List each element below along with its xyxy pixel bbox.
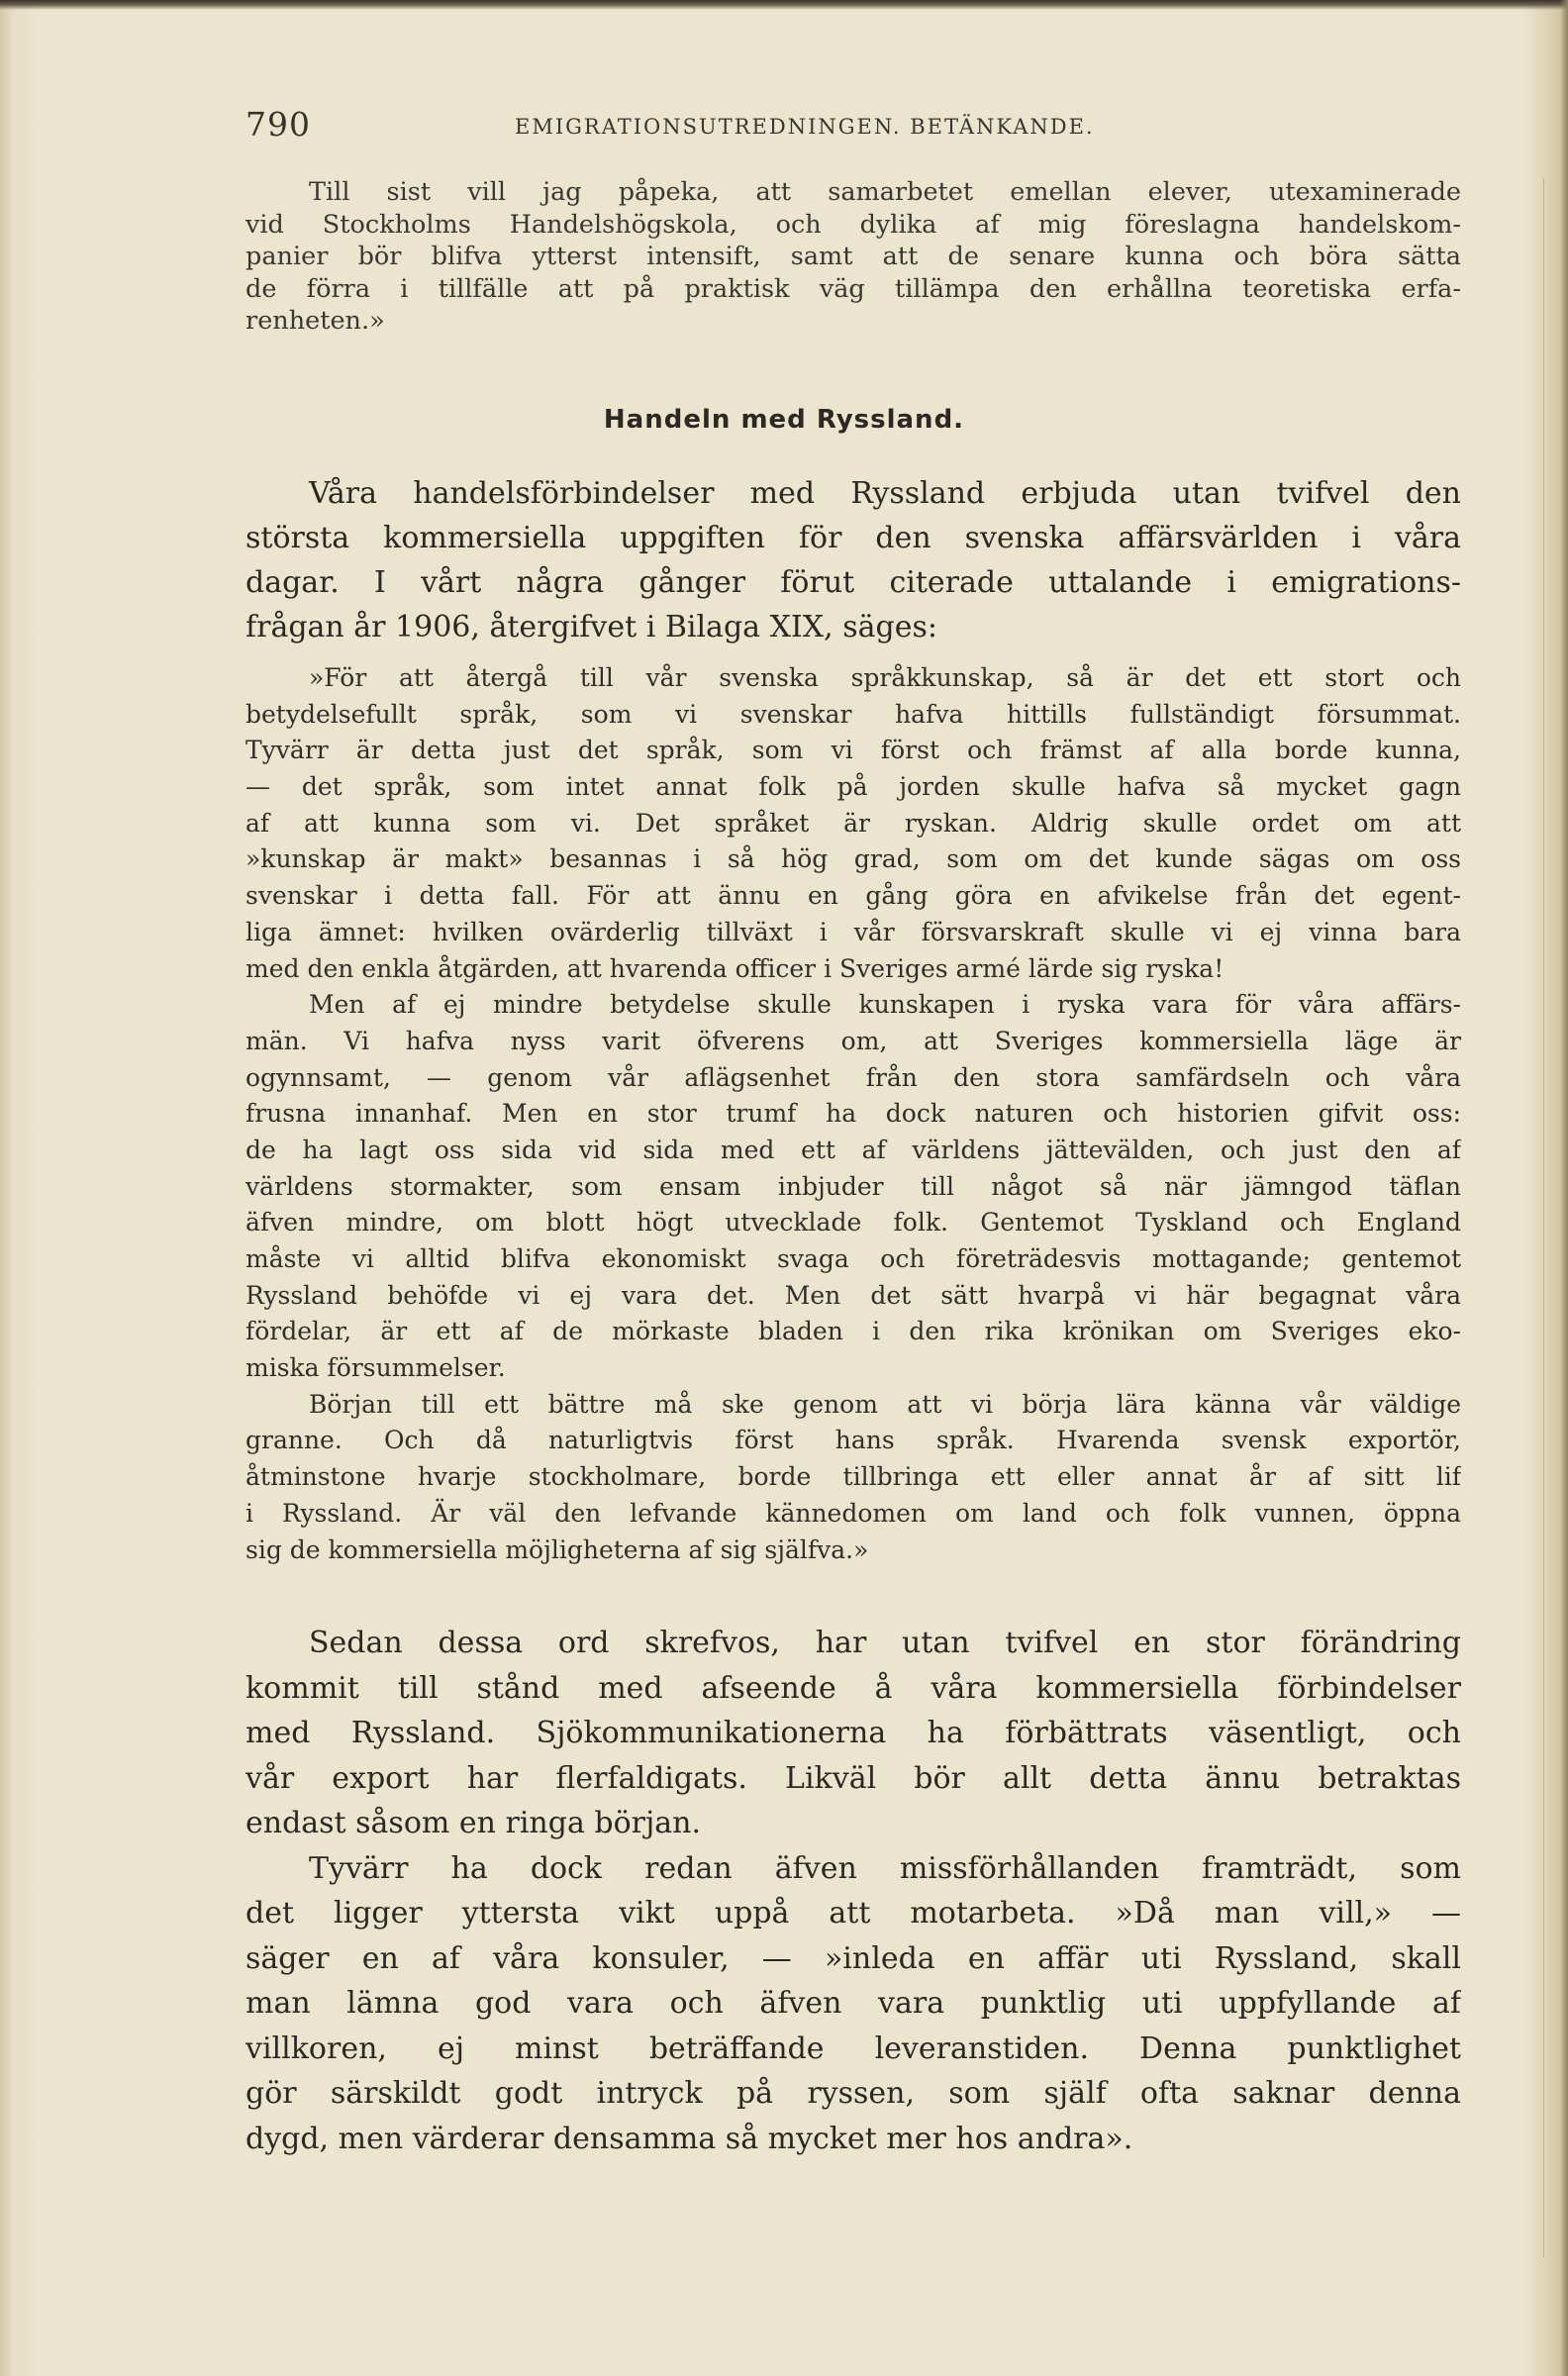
text-line: svenskar i detta fall. För att ännu en gång göra en afvikelse från det egent- — [245, 881, 1461, 911]
text-line: kommit till stånd med afseende å våra kommersiella förbindelser — [245, 1670, 1461, 1706]
text-line: i Ryssland. Är väl den lefvande kännedomen om land och folk vunnen, öppna — [245, 1498, 1461, 1528]
text-line: säger en af våra konsuler, — »inleda en affär uti Ryssland, skall — [245, 1940, 1461, 1976]
text-line: miska försummelser. — [245, 1353, 506, 1383]
text-line: gör särskildt godt intryck på ryssen, som själf ofta saknar denna — [245, 2076, 1461, 2111]
text-line: världens stormakter, som ensam inbjuder till något så när jämngod täflan — [245, 1171, 1461, 1201]
text-line: fördelar, är ett af de mörkaste bladen i den rika krönikan om Sveriges eko- — [245, 1317, 1461, 1346]
text-line: Men af ej mindre betydelse skulle kunskapen i ryska vara för våra affärs- — [309, 990, 1461, 1020]
text-line: »kunskap är makt» besannas i så hög grad, som om det kunde sägas om oss — [245, 844, 1461, 874]
text-line: sig de kommersiella möjligheterna af sig själfva.» — [245, 1534, 869, 1564]
body-closing — [245, 1621, 1461, 2161]
text-line: Tyvärr är detta just det språk, som vi först och främst af alla borde kunna, — [245, 736, 1461, 765]
text-line: frågan år 1906, återgifvet i Bilaga XIX, säges: — [245, 610, 937, 644]
text-line: Ryssland behöfde vi ej vara det. Men det sätt hvarpå vi här begagnat våra — [245, 1280, 1461, 1310]
text-line: åtminstone hvarje stockholmare, borde tillbringa ett eller annat år af sitt lif — [245, 1462, 1461, 1492]
text-line: — det språk, som intet annat folk på jorden skulle hafva så mycket gagn — [245, 772, 1461, 802]
page-edge-shadow — [1560, 0, 1568, 2376]
text-line: Tyvärr ha dock redan äfven missförhållanden framträdt, som — [309, 1850, 1461, 1886]
quote-top — [245, 176, 1461, 338]
text-line: Till sist vill jag påpeka, att samarbetet emellan elever, utexaminerade — [309, 177, 1461, 207]
top-border — [0, 0, 1568, 10]
running-head: EMIGRATIONSUTREDNINGEN. BETÄNKANDE. — [515, 115, 1095, 139]
text-line: män. Vi hafva nyss varit öfverens om, att Sveriges kommersiella läge är — [245, 1026, 1461, 1055]
text-line: största kommersiella uppgiften för den svenska affärsvärlden i våra — [245, 521, 1461, 555]
text-line: ogynnsamt, — genom vår aflägsenhet från den stora samfärdseln och våra — [245, 1062, 1461, 1092]
text-line: det ligger yttersta vikt uppå att motarbeta. »Då man vill,» — — [245, 1896, 1461, 1930]
page-number: 790 — [245, 105, 311, 144]
text-line: de ha lagt oss sida vid sida med ett af världens jättevälden, och just den af — [245, 1135, 1461, 1164]
text-line: panier bör blifva ytterst intensift, samt att de senare kunna och böra sätta — [245, 242, 1461, 271]
margin-rule — [1543, 178, 1554, 2257]
text-line: vår export har flerfaldigats. Likväl bör allt detta ännu betraktas — [245, 1760, 1461, 1796]
text-line: betydelsefullt språk, som vi svenskar hafva hittills fullständigt försummat. — [245, 699, 1461, 729]
body-intro — [245, 471, 1461, 649]
text-line: äfven mindre, om blott högt utvecklade folk. Gentemot Tyskland och England — [245, 1208, 1461, 1238]
text-line: dagar. I vårt några gånger förut citerade uttalande i emigrations- — [245, 565, 1461, 600]
text-line: med Ryssland. Sjökommunikationerna ha förbättrats väsentligt, och — [245, 1716, 1461, 1750]
text-line: Början till ett bättre må ske genom att vi börja lära känna vår väldige — [309, 1389, 1461, 1419]
text-line: vid Stockholms Handelshögskola, och dylika af mig föreslagna handelskom- — [245, 209, 1461, 240]
text-line: Våra handelsförbindelser med Ryssland erbjuda utan tvifvel den — [309, 476, 1461, 511]
text-line: måste vi alltid blifva ekonomiskt svaga och företrädesvis mottagande; gentemot — [245, 1244, 1461, 1273]
text-line: granne. Och då naturligtvis först hans språk. Hvarenda svensk exportör, — [245, 1426, 1461, 1455]
text-line: man lämna god vara och äfven vara punktlig uti uppfyllande af — [245, 1986, 1461, 2021]
text-line: de förra i tillfälle att på praktisk väg tillämpa den erhållna teoretiska erfa- — [245, 273, 1461, 304]
text-line: af att kunna som vi. Det språket är ryskan. Aldrig skulle ordet om att — [245, 808, 1461, 838]
text-line: renheten.» — [245, 306, 385, 336]
text-line: liga ämnet: hvilken ovärderlig tillväxt i vår försvarskraft skulle vi ej vinna bara — [245, 917, 1461, 946]
text-line: med den enkla åtgärden, att hvarenda officer i Sveriges armé lärde sig ryska! — [245, 953, 1225, 983]
text-line: »För att återgå till vår svenska språkkunskap, så är det ett stort och — [309, 663, 1461, 692]
text-line: dygd, men värderar densamma så mycket mer hos andra». — [245, 2121, 1133, 2156]
text-line: Sedan dessa ord skrefvos, har utan tvifvel en stor förändring — [309, 1626, 1461, 1660]
page-header — [245, 105, 1483, 145]
text-line: endast såsom en ringa början. — [245, 1806, 702, 1840]
text-line: frusna innanhaf. Men en stor trumf ha dock naturen och historien gifvit oss: — [245, 1099, 1461, 1129]
quote-main — [245, 660, 1461, 1568]
section-heading: Handeln med Ryssland. — [603, 405, 965, 435]
text-line: villkoren, ej minst beträffande leveranstiden. Denna punktlighet — [245, 2030, 1461, 2066]
